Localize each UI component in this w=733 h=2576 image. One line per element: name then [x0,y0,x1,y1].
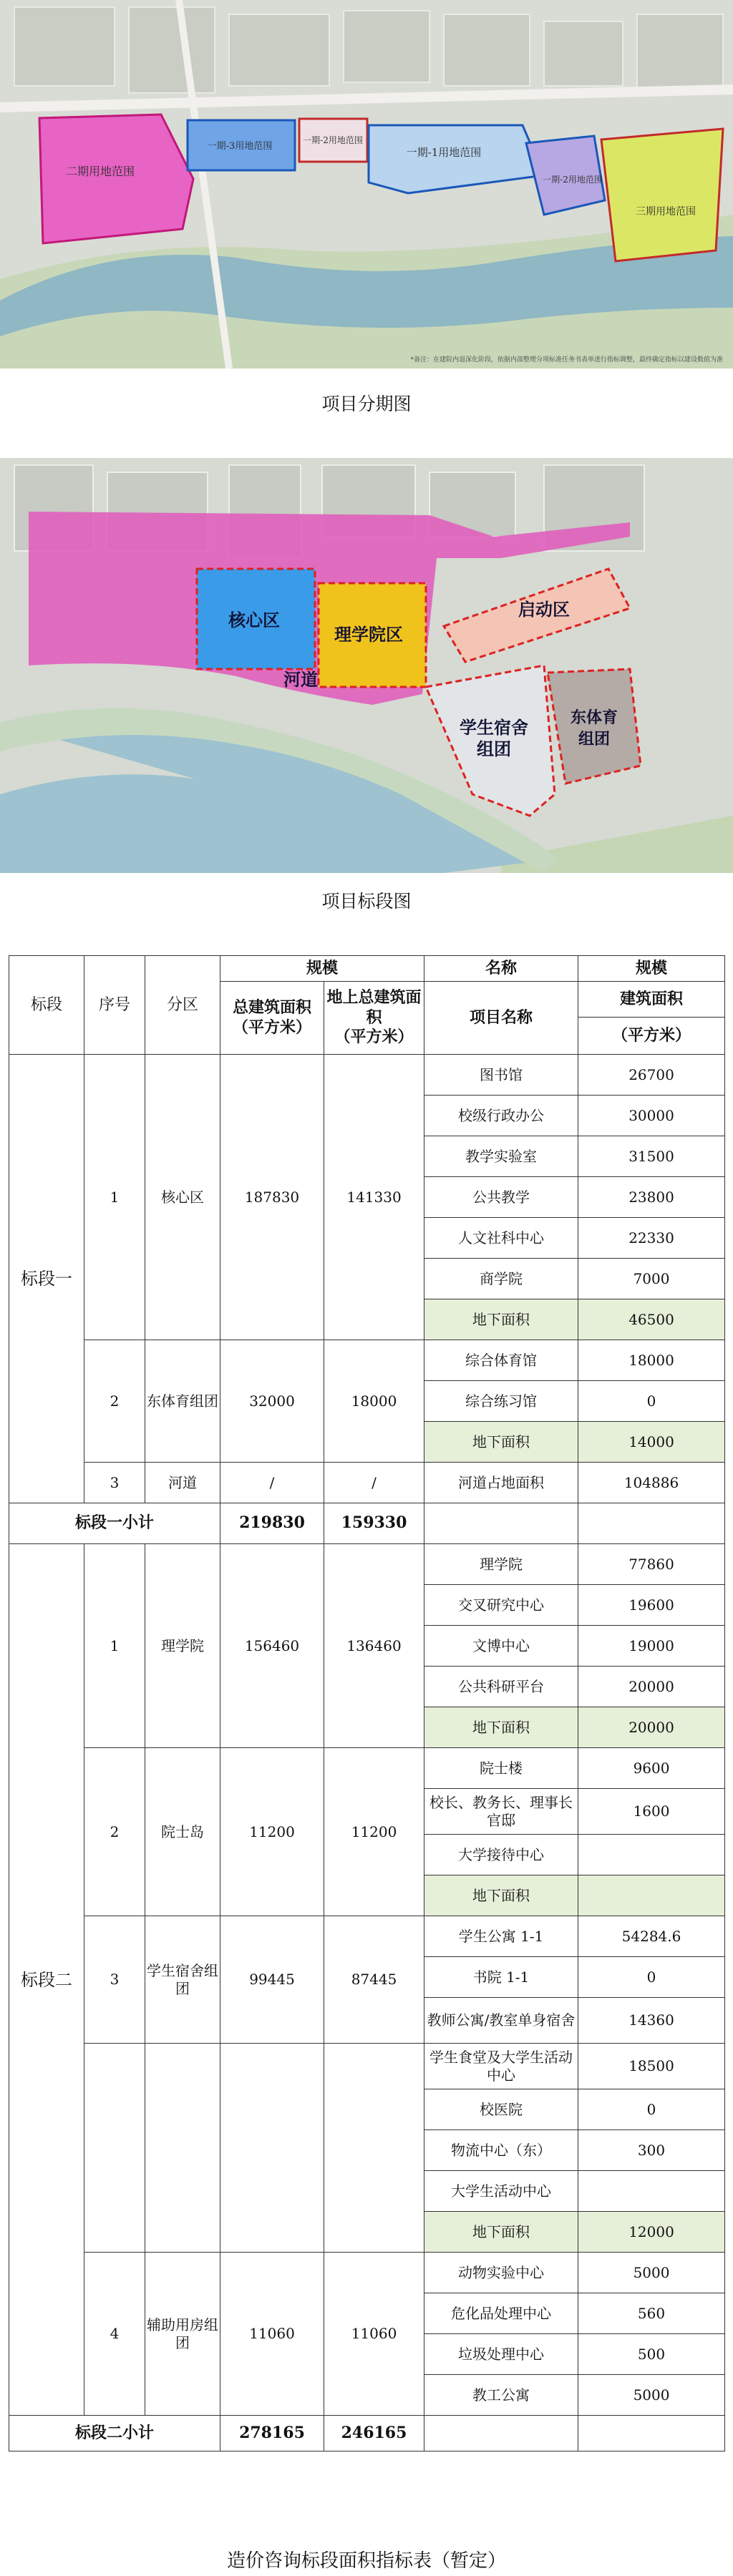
seg1-g1-total: 187830 [220,1055,324,1340]
area-index-table [9,955,724,2451]
th-seg: 标段 [9,956,84,1055]
empty-cell [324,2044,424,2253]
item-name: 动物实验中心 [424,2253,578,2293]
seg2-g2-above: 11200 [324,1748,424,1916]
item-name: 院士楼 [424,1748,578,1789]
item-name: 书院 1-1 [424,1957,578,1998]
seg2-subtotal-above: 246165 [324,2416,424,2451]
item-area [578,1875,725,1916]
seg2-g1-seq: 1 [84,1544,145,1748]
item-area: 77860 [578,1544,725,1585]
seg2-g3-above: 87445 [324,1916,424,2044]
item-area: 0 [578,2089,725,2130]
empty-cell [145,2044,220,2253]
item-name: 地下面积 [424,1422,578,1463]
item-area: 5000 [578,2253,725,2293]
item-name: 校长、教务长、理事长官邸 [424,1789,578,1835]
item-area [578,1835,725,1875]
th-proj-name: 项目名称 [424,982,578,1055]
item-area: 12000 [578,2212,725,2253]
seg2-g1-above: 136460 [324,1544,424,1748]
seg1-g2-above: 18000 [324,1340,424,1463]
seg2-subtotal-total: 278165 [220,2416,324,2451]
item-name: 垃圾处理中心 [424,2334,578,2375]
item-area: 560 [578,2293,725,2334]
seg2-g2-seq: 2 [84,1748,145,1916]
item-name: 地下面积 [424,1299,578,1340]
section-map [0,458,733,873]
item-area: 9600 [578,1748,725,1789]
seg2-label: 标段二 [9,1544,84,2416]
zone-label-start: 启动区 [518,600,570,620]
th-zone: 分区 [145,956,220,1055]
seg1-g2-seq: 2 [84,1340,145,1463]
caption-section-map: 项目标段图 [321,891,412,912]
seg1-subtotal-above: 159330 [324,1503,424,1544]
item-area: 5000 [578,2375,725,2416]
item-area: 300 [578,2130,725,2171]
seg1-g3-zone: 河道 [145,1463,220,1503]
seg1-g2-zone: 东体育组团 [145,1340,220,1463]
item-name: 文博中心 [424,1626,578,1667]
phase-label-1-3: 一期-3用地范围 [207,141,273,152]
empty-cell [220,2044,324,2253]
th-seq: 序号 [84,956,145,1055]
item-area: 18500 [578,2044,725,2089]
seg2-subtotal-label: 标段二小计 [9,2416,220,2451]
zone-label-sport-1: 东体育 [570,709,618,727]
seg2-g3-seq: 3 [84,1916,145,2044]
item-area: 31500 [578,1136,725,1177]
item-name: 商学院 [424,1259,578,1299]
zone-label-dorm-2: 组团 [477,739,511,759]
zone-label-dorm-1: 学生宿舍 [460,718,528,738]
item-area: 1600 [578,1789,725,1835]
th-scale2: 规模 [578,956,725,982]
phase-label-1-1: 一期-1用地范围 [406,146,482,159]
th-scale: 规模 [220,956,424,982]
item-area: 30000 [578,1096,725,1136]
seg2-g4-total: 11060 [220,2253,324,2416]
item-name: 公共科研平台 [424,1667,578,1707]
empty-cell [578,2416,725,2451]
item-area: 500 [578,2334,725,2375]
item-name: 校级行政办公 [424,1096,578,1136]
th-name: 名称 [424,956,578,982]
item-name: 理学院 [424,1544,578,1585]
seg1-g3-total: / [220,1463,324,1503]
item-area: 22330 [578,1218,725,1259]
item-name: 学生食堂及大学生活动中心 [424,2044,578,2089]
item-area: 18000 [578,1340,725,1381]
zone-label-core: 核心区 [228,610,280,630]
item-name: 地下面积 [424,1875,578,1916]
zone-label-river: 河道 [283,670,318,690]
item-name: 教学实验室 [424,1136,578,1177]
empty-cell [424,1503,578,1544]
item-area: 104886 [578,1463,725,1503]
seg1-subtotal-total: 219830 [220,1503,324,1544]
phase-label-2: 二期用地范围 [65,165,135,178]
item-area: 19600 [578,1585,725,1626]
item-name: 图书馆 [424,1055,578,1096]
item-area: 0 [578,1957,725,1998]
caption-table: 造价咨询标段面积指标表（暂定） [226,2550,506,2572]
phase-label-3: 三期用地范围 [636,206,696,218]
item-area: 46500 [578,1299,725,1340]
seg2-g3-zone: 学生宿舍组团 [145,1916,220,2044]
seg2-g3-total: 99445 [220,1916,324,2044]
seg2-g2-total: 11200 [220,1748,324,1916]
item-area [578,2171,725,2212]
phase-label-1-2a: 一期-2用地范围 [303,135,363,145]
phase-label-1-2b: 一期-2用地范围 [543,175,603,185]
item-area: 54284.6 [578,1916,725,1957]
item-area: 19000 [578,1626,725,1667]
seg1-g2-total: 32000 [220,1340,324,1463]
seg1-g1-seq: 1 [84,1055,145,1340]
seg2-g4-above: 11060 [324,2253,424,2416]
item-name: 人文社科中心 [424,1218,578,1259]
item-name: 危化品处理中心 [424,2293,578,2334]
item-area: 14000 [578,1422,725,1463]
item-name: 地下面积 [424,2212,578,2253]
item-name: 公共教学 [424,1177,578,1218]
item-name: 地下面积 [424,1707,578,1748]
item-name: 物流中心（东） [424,2130,578,2171]
seg1-g1-zone: 核心区 [145,1055,220,1340]
phase-map [0,0,733,369]
item-name: 教师公寓/教室单身宿舍 [424,1998,578,2044]
th-bld-unit: （平方米） [578,1018,725,1055]
empty-cell [578,1503,725,1544]
seg2-g4-zone: 辅助用房组团 [145,2253,220,2416]
item-name: 交叉研究中心 [424,1585,578,1626]
item-area: 14360 [578,1998,725,2044]
zone-label-sport-2: 组团 [578,731,611,748]
item-area: 0 [578,1381,725,1422]
seg1-g3-seq: 3 [84,1463,145,1503]
item-area: 20000 [578,1707,725,1748]
seg2-g1-zone: 理学院 [145,1544,220,1748]
seg2-g4-seq: 4 [84,2253,145,2416]
zone-label-science: 理学院区 [334,625,403,645]
map-note: *备注：在建院内退深化阶段，依据内部整理分项标准任务书表单进行指标调整，最终确定指标以建设数值为准 [410,356,723,364]
seg2-g2-zone: 院士岛 [145,1748,220,1916]
item-name: 校医院 [424,2089,578,2130]
item-name: 大学生活动中心 [424,2171,578,2212]
item-area: 23800 [578,1177,725,1218]
item-name: 综合练习馆 [424,1381,578,1422]
caption-phase-map: 项目分期图 [321,394,412,414]
item-area: 7000 [578,1259,725,1299]
item-name: 综合体育馆 [424,1340,578,1381]
seg1-g3-above: / [324,1463,424,1503]
empty-cell [84,2044,145,2253]
item-area: 26700 [578,1055,725,1096]
item-name: 学生公寓 1-1 [424,1916,578,1957]
th-above-area: 地上总建筑面积 （平方米） [324,982,424,1055]
seg1-label: 标段一 [9,1055,84,1503]
item-area: 20000 [578,1667,725,1707]
seg1-subtotal-label: 标段一小计 [9,1503,220,1544]
seg1-g1-above: 141330 [324,1055,424,1340]
item-name: 教工公寓 [424,2375,578,2416]
th-total-area: 总建筑面积 （平方米） [220,982,324,1055]
th-bld-area: 建筑面积 [578,982,725,1018]
item-name: 大学接待中心 [424,1835,578,1875]
empty-cell [424,2416,578,2451]
seg2-g1-total: 156460 [220,1544,324,1748]
item-name: 河道占地面积 [424,1463,578,1503]
